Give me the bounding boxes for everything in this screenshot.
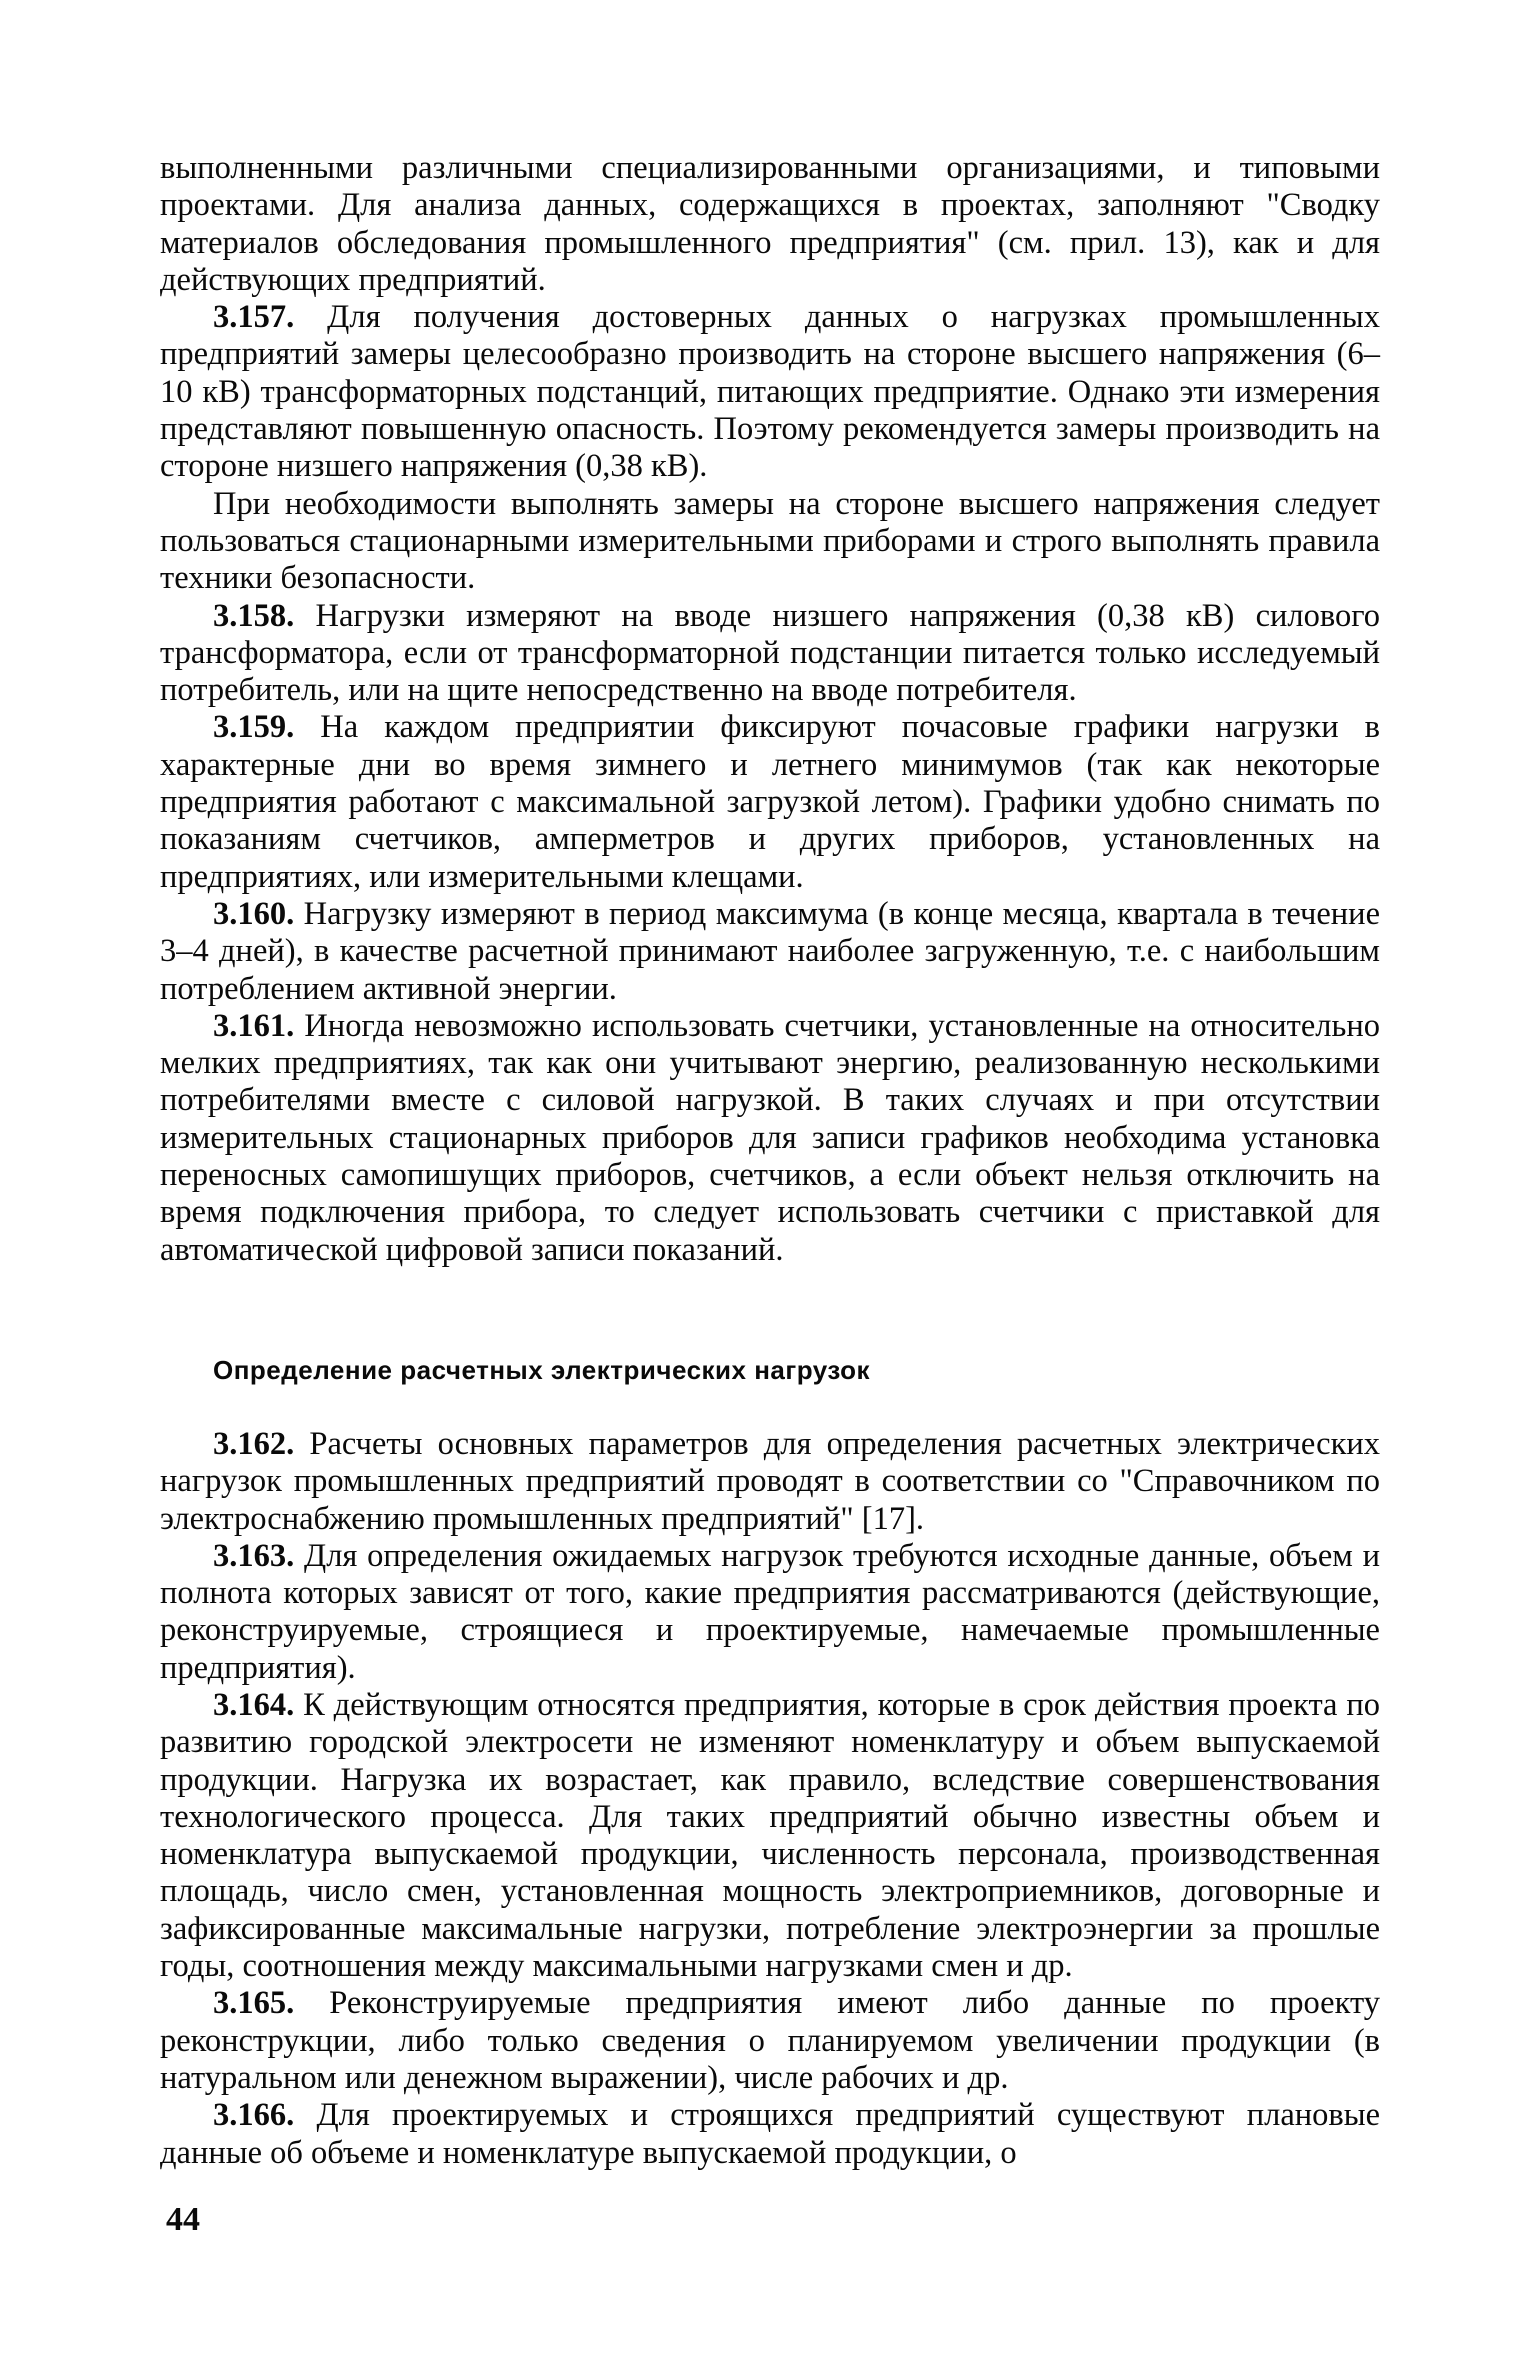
paragraph-3-158 <box>160 598 1380 710</box>
paragraph-text: Нагрузку измеряют в период максимума (в конце месяца, квартала в течение 3–4 дней), в качестве расчетной принимают наиболее загруженную, т.е. с наибольшим потреблением активной энергии. <box>160 895 1380 1007</box>
section-heading: Определение расчетных электрических нагрузок <box>213 1354 871 1385</box>
paragraph-number: 3.164. <box>213 1686 295 1723</box>
paragraph-continued <box>160 150 1380 299</box>
page-body <box>160 150 1380 2172</box>
paragraph-3-162 <box>160 1426 1380 1538</box>
paragraph-3-165 <box>160 1985 1380 2097</box>
paragraph-text: выполненными различными специализированными организациями, и типовыми проектами. Для анализа данных, содержащихся в проектах, заполняют "Сводку материалов обследования промышленного предприятия" (см. прил. 13), как и для действующих предприятий. <box>160 150 1380 298</box>
paragraph-3-163 <box>160 1538 1380 1687</box>
paragraph-number: 3.161. <box>213 1007 295 1044</box>
paragraph-text: Для получения достоверных данных о нагрузках промышленных предприятий замеры целесообразно производить на стороне высшего напряжения (6–10 кВ) трансформаторных подстанций, питающих предприятие. Однако эти измерения представляют повышенную опасность. Поэтому рекомендуется замеры производить на стороне низшего напряжения (0,38 кВ). <box>160 299 1380 485</box>
paragraph-text: Для определения ожидаемых нагрузок требуются исходные данные, объем и полнота которых зависят от того, какие предприятия рассматриваются (действующие, реконструируемые, строящиеся и проектируемые, намечаемые промышленные предприятия). <box>160 1537 1380 1686</box>
paragraph-text: Расчеты основных параметров для определения расчетных электрических нагрузок промышленных предприятий проводят в соответствии со "Справочником по электроснабжению промышленных предприятий" [17]. <box>160 1425 1380 1537</box>
page-number: 44 <box>166 2201 200 2238</box>
paragraph-3-164 <box>160 1687 1380 1985</box>
paragraph-3-166 <box>160 2097 1380 2172</box>
paragraph-text: К действующим относятся предприятия, которые в срок действия проекта по развитию городской электросети не изменяют номенклатуру и объем выпускаемой продукции. Нагрузка их возрастает, как правило, вследствие совершенствования технологического процесса. Для таких предприятий обычно известны объем и номенклатура выпускаемой продукции, численность персонала, производственная площадь, число смен, установленная мощность электроприемников, договорные и зафиксированные максимальные нагрузки, потребление электроэнергии за прошлые годы, соотношения между максимальными нагрузками смен и др. <box>160 1686 1380 1985</box>
paragraph-number: 3.157. <box>213 299 295 336</box>
paragraph-text: Реконструируемые предприятия имеют либо данные по проекту реконструкции, либо только сведения о планируемом увеличении продукции (в натуральном или денежном выражении), числе рабочих и др. <box>160 1985 1380 2096</box>
paragraph-3-159 <box>160 709 1380 895</box>
paragraph-text: На каждом предприятии фиксируют почасовые графики нагрузки в характерные дни во время зимнего и летнего минимумов (так как некоторые предприятия работают с максимальной загрузкой летом). Графики удобно снимать по показаниям счетчиков, амперметров и других приборов, установленных на предприятиях, или измерительными клещами. <box>160 709 1380 895</box>
paragraph-number: 3.163. <box>213 1537 295 1574</box>
paragraph-3-157 <box>160 299 1380 485</box>
paragraph-number: 3.165. <box>213 1985 295 2022</box>
paragraph-text: Иногда невозможно использовать счетчики, установленные на относительно мелких предприятиях, так как они учитывают энергию, реализованную несколькими потребителями вместе с силовой нагрузкой. В таких случаях и при отсутствии измерительных стационарных приборов для записи графиков необходима установка переносных самопишущих приборов, счетчиков, а если объект нельзя отключить на время подключения прибора, то следует использовать счетчики с приставкой для автоматической цифровой записи показаний. <box>160 1007 1380 1268</box>
paragraph-number: 3.158. <box>213 597 295 634</box>
paragraph-safety-note <box>160 486 1380 598</box>
paragraph-text: Нагрузки измеряют на вводе низшего напряжения (0,38 кВ) силового трансформатора, если от трансформаторной подстанции питается только исследуемый потребитель, или на щите непосредственно на вводе потребителя. <box>160 597 1380 709</box>
paragraph-text: Для проектируемых и строящихся предприятий существуют плановые данные об объеме и номенклатуре выпускаемой продукции, о <box>160 2097 1380 2171</box>
paragraph-3-161 <box>160 1008 1380 1269</box>
paragraph-text: При необходимости выполнять замеры на стороне высшего напряжения следует пользоваться стационарными измерительными приборами и строго выполнять правила техники безопасности. <box>160 485 1380 597</box>
paragraph-number: 3.160. <box>213 895 295 932</box>
paragraph-3-160 <box>160 896 1380 1008</box>
paragraph-number: 3.166. <box>213 2097 295 2134</box>
paragraph-number: 3.162. <box>213 1425 295 1462</box>
paragraph-number: 3.159. <box>213 709 295 746</box>
